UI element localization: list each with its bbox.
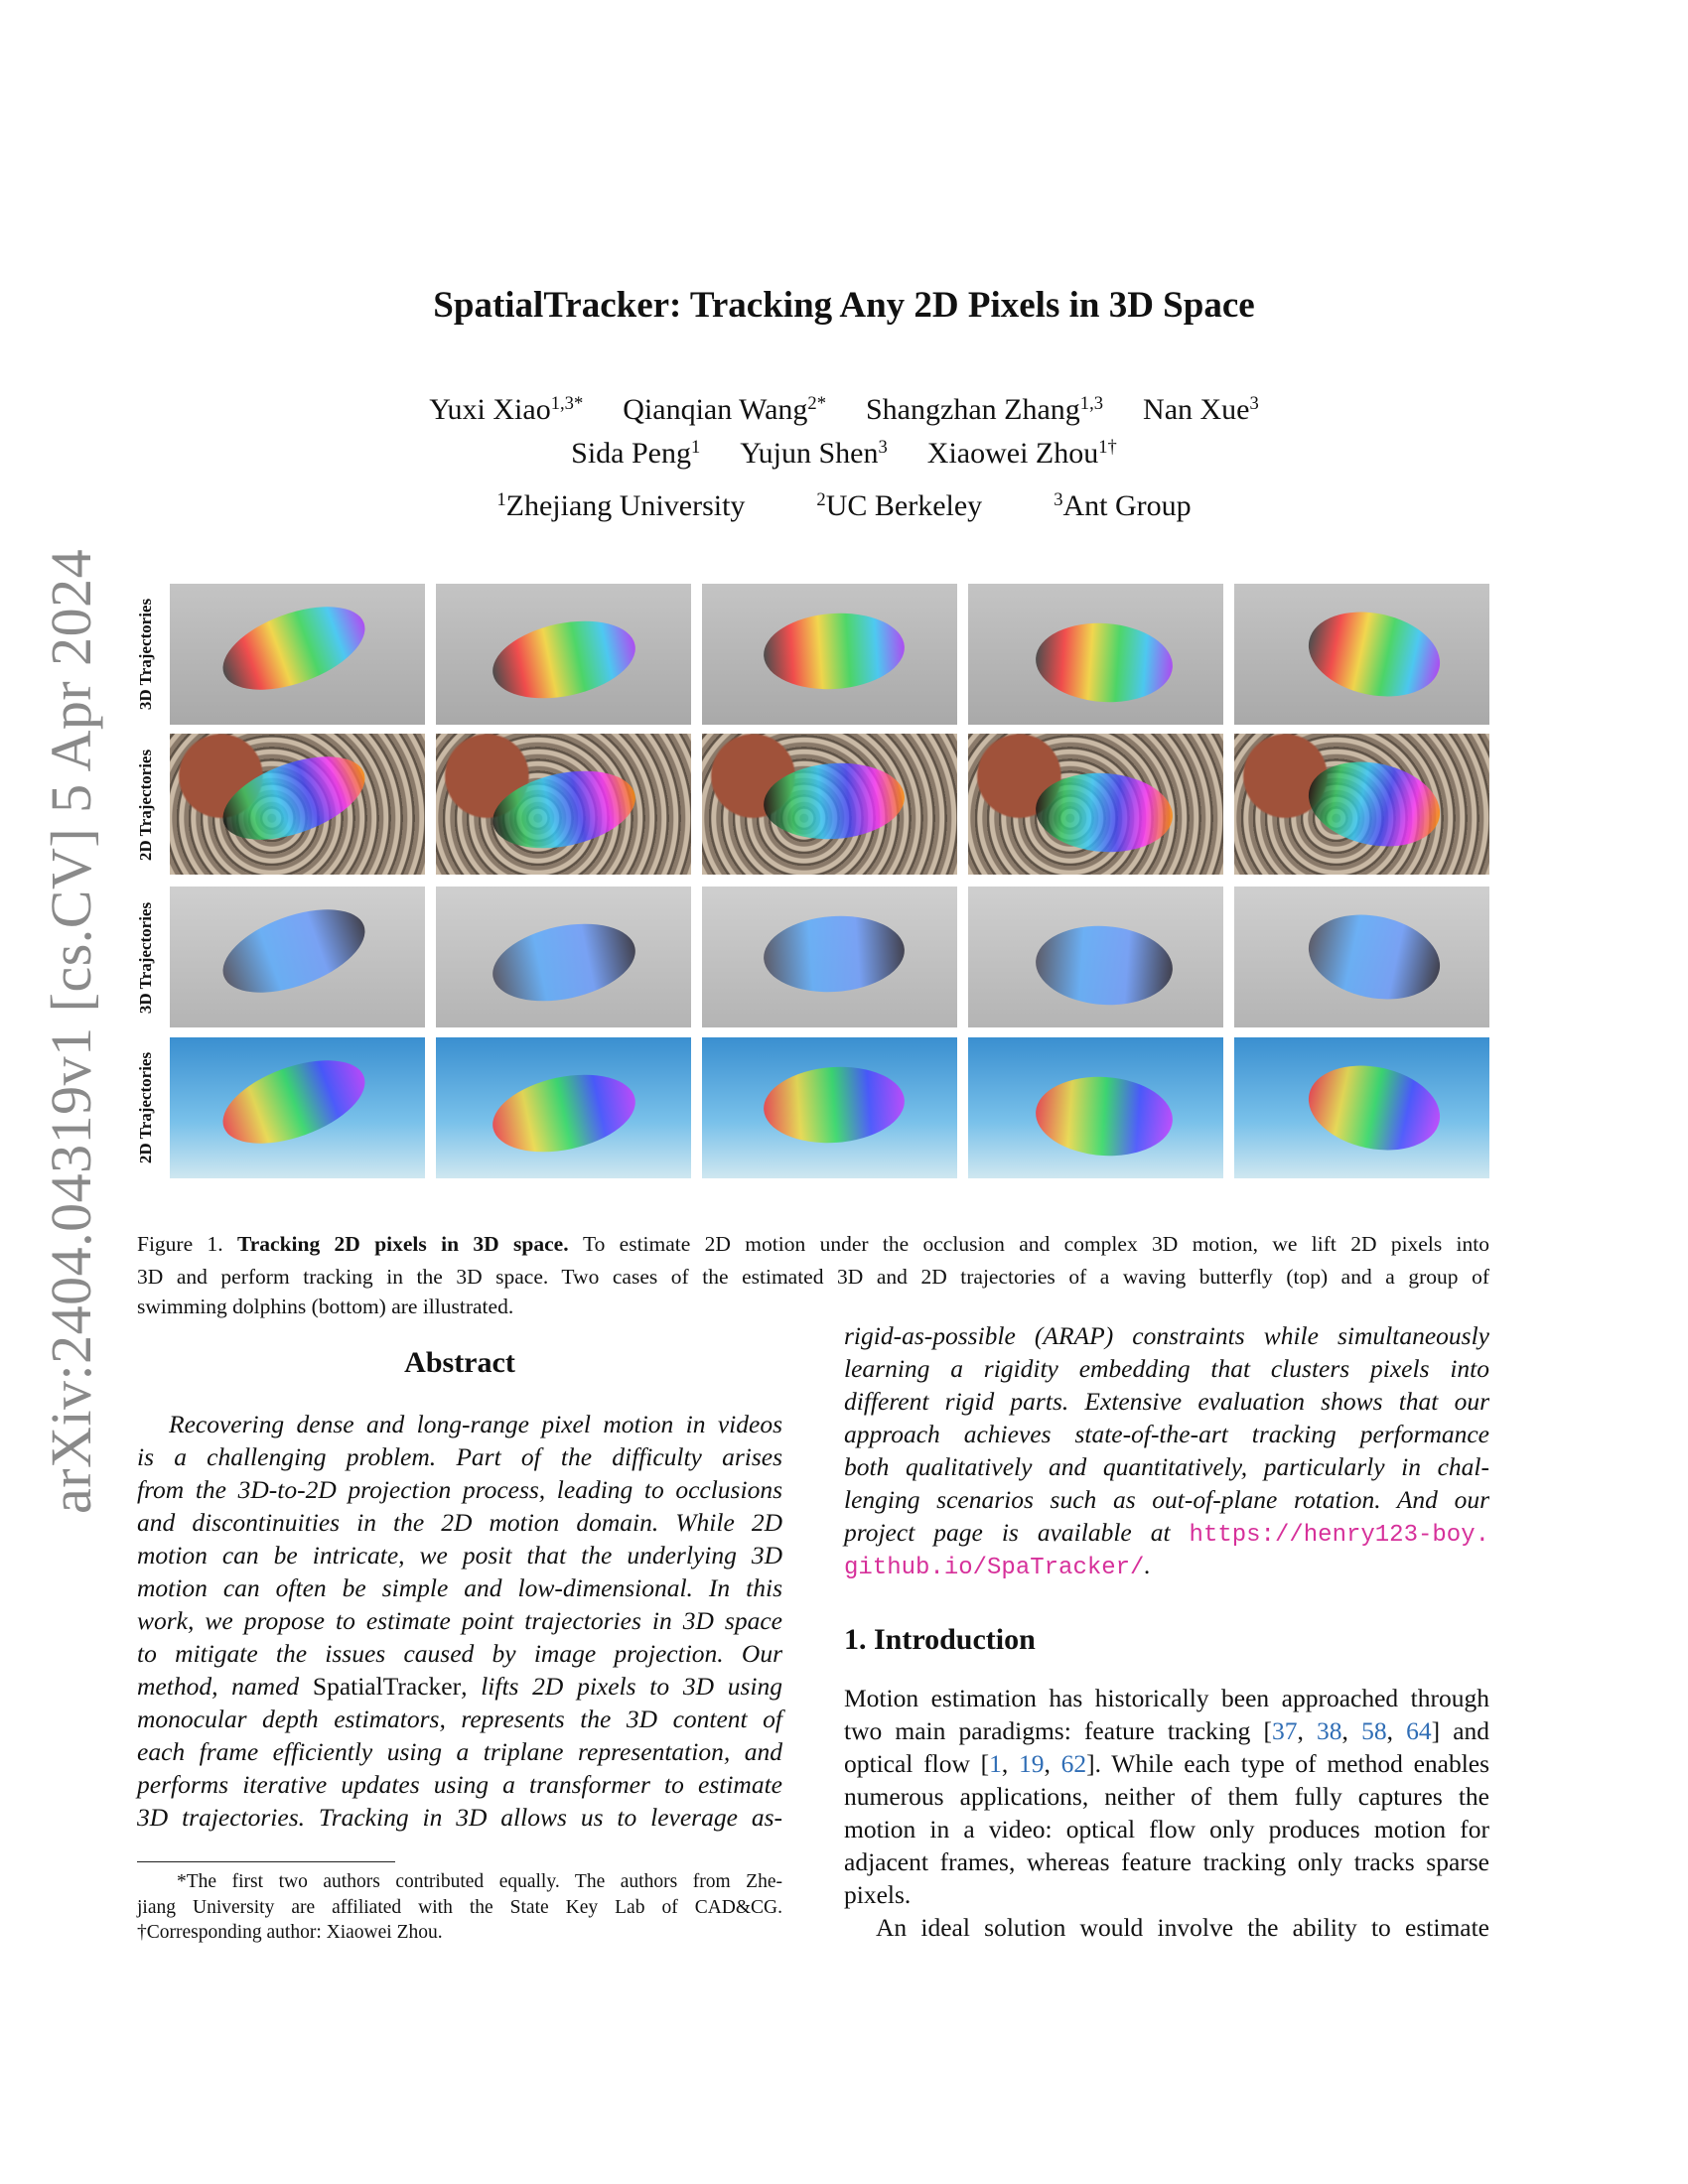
trajectory-image: [1234, 734, 1489, 875]
author-name: [571, 437, 700, 470]
method-name: SpatialTracker: [312, 1672, 462, 1701]
text: ,: [1386, 1716, 1407, 1745]
intro-line: numerous applications, neither of them fully captures the: [844, 1782, 1489, 1811]
abstract-line: motion can often be simple and low-dimensional. In this: [137, 1573, 782, 1602]
abstract-line: [844, 1549, 1489, 1581]
caption-text: 3D and perform tracking in the 3D space. Two cases of the estimated 3D and 2D trajectories of a waving butterfly (top) and a group of: [137, 1265, 1489, 1289]
author-name: [623, 393, 826, 426]
abstract-line: approach achieves state-of-the-art tracking performance: [844, 1420, 1489, 1448]
affiliation-marker: 1,3: [1079, 392, 1104, 414]
intro-line: motion in a video: optical flow only produces motion for: [844, 1815, 1489, 1843]
citation-link[interactable]: 64: [1406, 1716, 1432, 1745]
trajectory-image: [436, 734, 691, 875]
abstract-line: from the 3D-to-2D projection process, leading to occlusions: [137, 1475, 782, 1504]
caption-text: swimming dolphins (bottom) are illustrated.: [137, 1295, 514, 1318]
citation-link[interactable]: 19: [1018, 1749, 1045, 1778]
trajectory-image: [1234, 887, 1489, 1027]
row-label: 2D Trajectories: [136, 1051, 155, 1164]
tracked-object: [486, 1063, 642, 1164]
intro-line: Motion estimation has historically been approached through: [844, 1684, 1489, 1712]
text: method, named: [137, 1672, 313, 1701]
tracked-object: [762, 911, 908, 997]
text: optical flow [: [844, 1749, 990, 1778]
name: Zhejiang University: [505, 489, 746, 522]
text: ,: [1001, 1749, 1019, 1778]
caption-text: To estimate 2D motion under the occlusion and complex 3D motion, we lift 2D pixels into: [582, 1232, 1489, 1256]
caption-title: Tracking 2D pixels in 3D space.: [236, 1232, 569, 1256]
trajectory-image: [170, 887, 425, 1027]
abstract-body: [137, 1408, 782, 1834]
project-url-link[interactable]: https://henry123-boy.: [1189, 1522, 1489, 1549]
trajectory-image: [968, 734, 1223, 875]
trajectory-image: [702, 584, 957, 725]
tracked-object: [762, 1062, 908, 1148]
tracked-object: [1033, 921, 1175, 1009]
abstract-line: lenging scenarios such as out-of-plane rotation. And our: [844, 1485, 1489, 1514]
trajectory-image: [702, 734, 957, 875]
footnote-line: *The first two authors contributed equally. The authors from Zhe-: [177, 1871, 782, 1892]
citation-link[interactable]: 37: [1272, 1716, 1298, 1745]
trajectory-image: [968, 584, 1223, 725]
intro-line: [844, 1747, 1489, 1780]
abstract-line: [137, 1670, 782, 1703]
abstract-line: different rigid parts. Extensive evaluation shows that our: [844, 1387, 1489, 1416]
caption-label: Figure 1.: [137, 1232, 223, 1256]
author-name: [866, 393, 1103, 426]
tracked-object: [1033, 618, 1175, 706]
tracked-object: [762, 758, 908, 844]
affiliation-marker: 3: [1054, 488, 1063, 510]
trajectory-image: [1234, 1037, 1489, 1178]
affiliations: [0, 489, 1688, 523]
name: Nan Xue: [1143, 393, 1250, 426]
abstract-line: both qualitatively and quantitatively, particularly in chal-: [844, 1452, 1489, 1481]
abstract-line: and discontinuities in the 2D motion domain. While 2D: [137, 1508, 782, 1537]
text: ]. While each type of method enables: [1086, 1749, 1490, 1778]
trajectory-image: [170, 1037, 425, 1178]
text: ] and: [1431, 1716, 1490, 1745]
arxiv-side-stamp: arXiv:2404.04319v1 [cs.CV] 5 Apr 2024: [39, 548, 103, 1514]
citation-link[interactable]: 1: [989, 1749, 1002, 1778]
tracked-object: [1033, 1072, 1175, 1160]
affiliation-marker: 2*: [807, 392, 826, 414]
affiliation: [1054, 489, 1191, 522]
row-label: 3D Trajectories: [136, 901, 155, 1015]
tracked-object: [212, 892, 376, 1009]
footnote-line: jiang University are affiliated with the State Key Lab of CAD&CG.: [137, 1896, 782, 1918]
tracked-object: [212, 590, 376, 706]
abstract-line: [844, 1516, 1489, 1549]
intro-line: adjacent frames, whereas feature tracking only tracks sparse: [844, 1847, 1489, 1876]
trajectory-image: [170, 584, 425, 725]
footnote-line: †Corresponding author: Xiaowei Zhou.: [137, 1922, 443, 1943]
abstract-line: monocular depth estimators, represents the 3D content of: [137, 1705, 782, 1733]
author-name: [927, 437, 1117, 470]
author-name: [740, 437, 887, 470]
tracked-object: [486, 610, 642, 711]
tracked-object: [1301, 1054, 1448, 1161]
trajectory-image: [968, 887, 1223, 1027]
name: Yuxi Xiao: [429, 393, 551, 426]
tracked-object: [486, 759, 642, 861]
affiliation-marker: 1†: [1098, 436, 1117, 458]
authors-line-2: [0, 437, 1688, 471]
intro-line: pixels.: [844, 1880, 912, 1909]
tracked-object: [1301, 751, 1448, 858]
abstract-line: performs iterative updates using a transformer to estimate: [137, 1770, 782, 1799]
name: Shangzhan Zhang: [866, 393, 1080, 426]
citation-link[interactable]: 58: [1361, 1716, 1387, 1745]
figure-caption: [137, 1229, 1489, 1321]
affiliation-marker: 1,3*: [550, 392, 584, 414]
affiliation: [816, 489, 982, 522]
affiliation-marker: 3: [878, 436, 888, 458]
citation-link[interactable]: 38: [1317, 1716, 1342, 1745]
row-label: 3D Trajectories: [136, 598, 155, 711]
abstract-continued: [844, 1319, 1489, 1581]
author-name: [429, 393, 583, 426]
trajectory-image: [436, 887, 691, 1027]
abstract-line: motion can be intricate, we posit that the underlying 3D: [137, 1541, 782, 1570]
name: Ant Group: [1062, 489, 1192, 522]
text: .: [1144, 1551, 1151, 1579]
abstract-line: learning a rigidity embedding that clusters pixels into: [844, 1354, 1489, 1383]
text: ,: [1341, 1716, 1362, 1745]
trajectory-image: [702, 887, 957, 1027]
affiliation-marker: 1: [496, 488, 506, 510]
name: Sida Peng: [571, 437, 691, 470]
abstract-heading: Abstract: [404, 1346, 515, 1379]
row-label: 2D Trajectories: [136, 749, 155, 862]
tracked-object: [1033, 768, 1175, 856]
tracked-object: [212, 740, 376, 856]
paper-title: SpatialTracker: Tracking Any 2D Pixels in 3D Space: [433, 285, 1255, 326]
text: ,: [1297, 1716, 1318, 1745]
tracked-object: [762, 609, 908, 694]
abstract-line: 3D trajectories. Tracking in 3D allows us to leverage as-: [137, 1803, 782, 1832]
author-name: [1143, 393, 1259, 426]
text: two main paradigms: feature tracking [: [844, 1716, 1273, 1745]
abstract-line: work, we propose to estimate point trajectories in 3D space: [137, 1606, 782, 1635]
affiliation-marker: 3: [1249, 392, 1259, 414]
affiliation: [496, 489, 745, 522]
tracked-object: [1301, 903, 1448, 1011]
footnotes: [137, 1869, 782, 1946]
trajectory-image: [1234, 584, 1489, 725]
name: UC Berkeley: [825, 489, 983, 522]
intro-line: [844, 1714, 1489, 1747]
abstract-line: is a challenging problem. Part of the difficulty arises: [137, 1442, 782, 1471]
abstract-line: rigid-as-possible (ARAP) constraints while simultaneously: [844, 1321, 1489, 1350]
name: Qianqian Wang: [623, 393, 808, 426]
affiliation-marker: 1: [691, 436, 701, 458]
abstract-line: Recovering dense and long-range pixel motion in videos: [169, 1410, 782, 1438]
text: project page is available at: [844, 1518, 1190, 1547]
text: , lifts 2D pixels to 3D using: [461, 1672, 782, 1701]
authors-line-1: [0, 393, 1688, 427]
introduction-heading: 1. Introduction: [844, 1623, 1036, 1656]
text: ,: [1044, 1749, 1061, 1778]
trajectory-image: [436, 1037, 691, 1178]
trajectory-image: [170, 734, 425, 875]
trajectory-image: [968, 1037, 1223, 1178]
abstract-line: to mitigate the issues caused by image projection. Our: [137, 1639, 782, 1668]
citation-link[interactable]: 62: [1060, 1749, 1087, 1778]
introduction-body: [844, 1682, 1489, 1944]
intro-line: An ideal solution would involve the ability to estimate: [876, 1913, 1489, 1942]
tracked-object: [212, 1043, 376, 1160]
footnote-rule: [137, 1861, 395, 1862]
project-url-link[interactable]: github.io/SpaTracker/: [844, 1555, 1145, 1581]
tracked-object: [486, 912, 642, 1014]
trajectory-image: [702, 1037, 957, 1178]
name: Yujun Shen: [740, 437, 879, 470]
name: Xiaowei Zhou: [926, 437, 1099, 470]
affiliation-marker: 2: [816, 488, 826, 510]
trajectory-image: [436, 584, 691, 725]
abstract-line: each frame efficiently using a triplane representation, and: [137, 1737, 782, 1766]
tracked-object: [1301, 601, 1448, 708]
